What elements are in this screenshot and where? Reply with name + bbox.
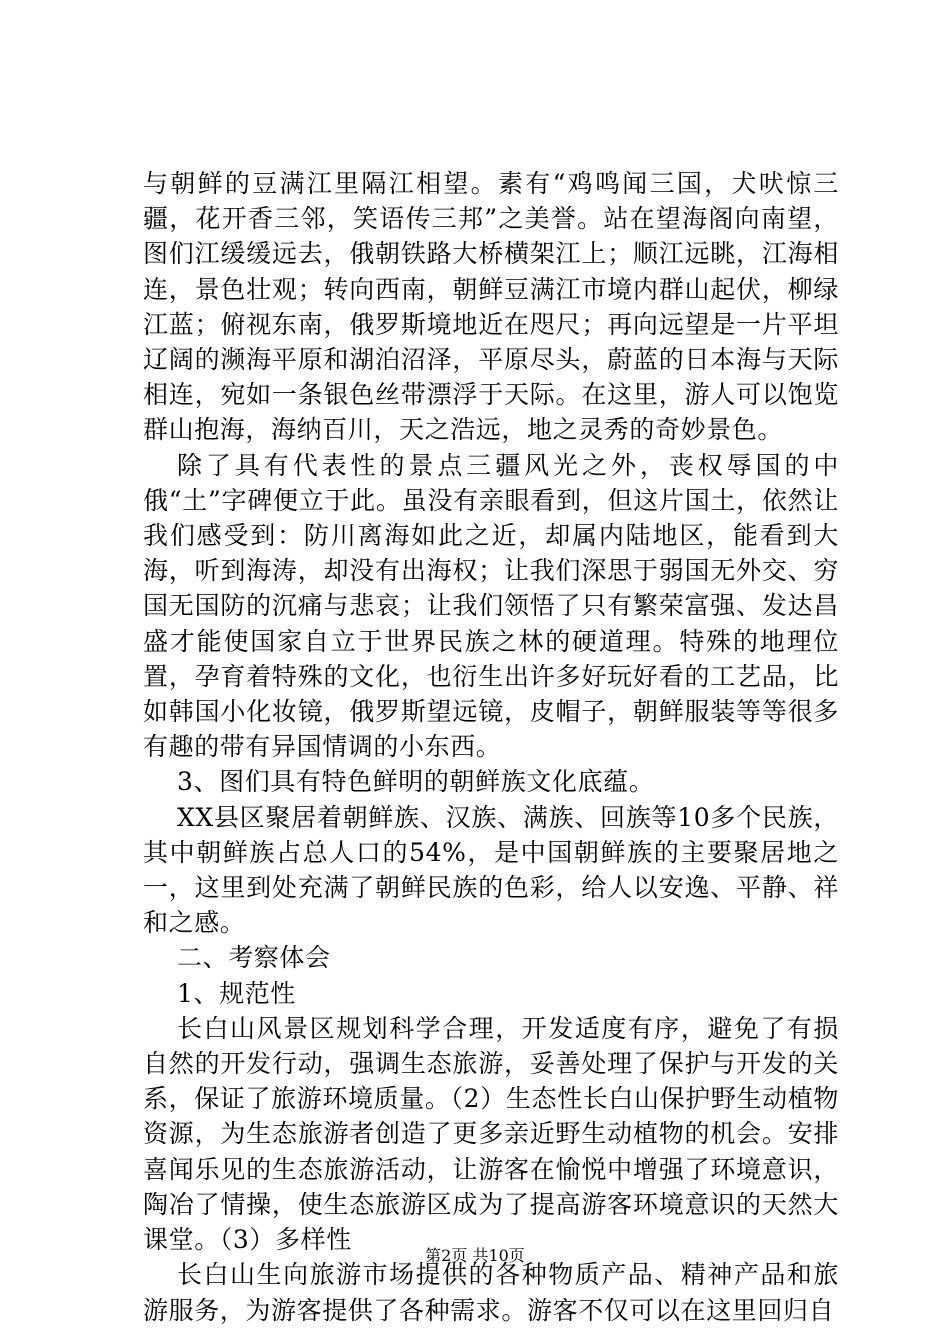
paragraph-changbai-planning: 长白山风景区规划科学合理，开发适度有序，避免了有损自然的开发行动，强调生态旅游，妥善处理了保护与开发的关系，保证了旅游环境质量。（2）生态性长白山保护野生动植物资源，为生态旅游者创造了更多亲近野生动植物的机会。安排喜闻乐见的生态旅游活动，让游客在愉悦中增强了环境意识，陶冶了情操，使生态旅游区成为了提高游客环境意识的天然大课堂。（3）多样性 <box>143 1013 839 1255</box>
section-heading-standardization: 1、规范性 <box>177 978 296 1008</box>
paragraph-border-view: 与朝鲜的豆满江里隔江相望。素有“鸡鸣闻三国，犬吠惊三疆，花开香三邻，笑语传三邦”之美誉。站在望海阁向南望，图们江缓缓远去，俄朝铁路大桥横架江上；顺江远眺，江海相连，景色壮观；转向西南，朝鲜豆满江市境内群山起伏，柳绿江蓝；俯视东南，俄罗斯境地近在咫尺；再向远望是一片平坦辽阔的濒海平原和湖泊沼泽，平原尽头，蔚蓝的日本海与天际相连，宛如一条银色丝带漂浮于天际。在这里，游人可以饱览群山抱海，海纳百川，天之浩远，地之灵秀的奇妙景色。 <box>143 169 839 445</box>
paragraph-tu-monument: 除了具有代表性的景点三疆风光之外，丧权辱国的中俄“土”字碑便立于此。虽没有亲眼看到，但这片国土，依然让我们感受到：防川离海如此之近，却属内陆地区，能看到大海，听到海涛，却没有出海权；让我们深思于弱国无外交、穷国无国防的沉痛与悲哀；让我们领悟了只有繁荣富强、发达昌盛才能使国家自立于世界民族之林的硬道理。特殊的地理位置，孕育着特殊的文化，也衍生出许多好玩好看的工艺品，比如韩国小化妆镜，俄罗斯望远镜，皮帽子，朝鲜服装等等很多有趣的带有异国情调的小东西。 <box>143 450 839 762</box>
page-number-footer: 第2页 共10页 <box>425 1246 525 1265</box>
section-heading-inspection-insights: 二、考察体会 <box>177 943 331 973</box>
document-body <box>143 166 839 1328</box>
paragraph-changbai-services: 长白山生向旅游市场提供的各种物质产品、精神产品和旅游服务，为游客提供了各种需求。游客不仅可以在这里回归自 <box>143 1260 839 1325</box>
section-heading-korean-culture: 3、图们具有特色鲜明的朝鲜族文化底蕴。 <box>177 767 655 797</box>
paragraph-ethnic-groups: XX县区聚居着朝鲜族、汉族、满族、回族等10多个民族，其中朝鲜族占总人口的54%，是中国朝鲜族的主要聚居地之一，这里到处充满了朝鲜民族的色彩，给人以安逸、平静、祥和之感。 <box>143 802 839 938</box>
